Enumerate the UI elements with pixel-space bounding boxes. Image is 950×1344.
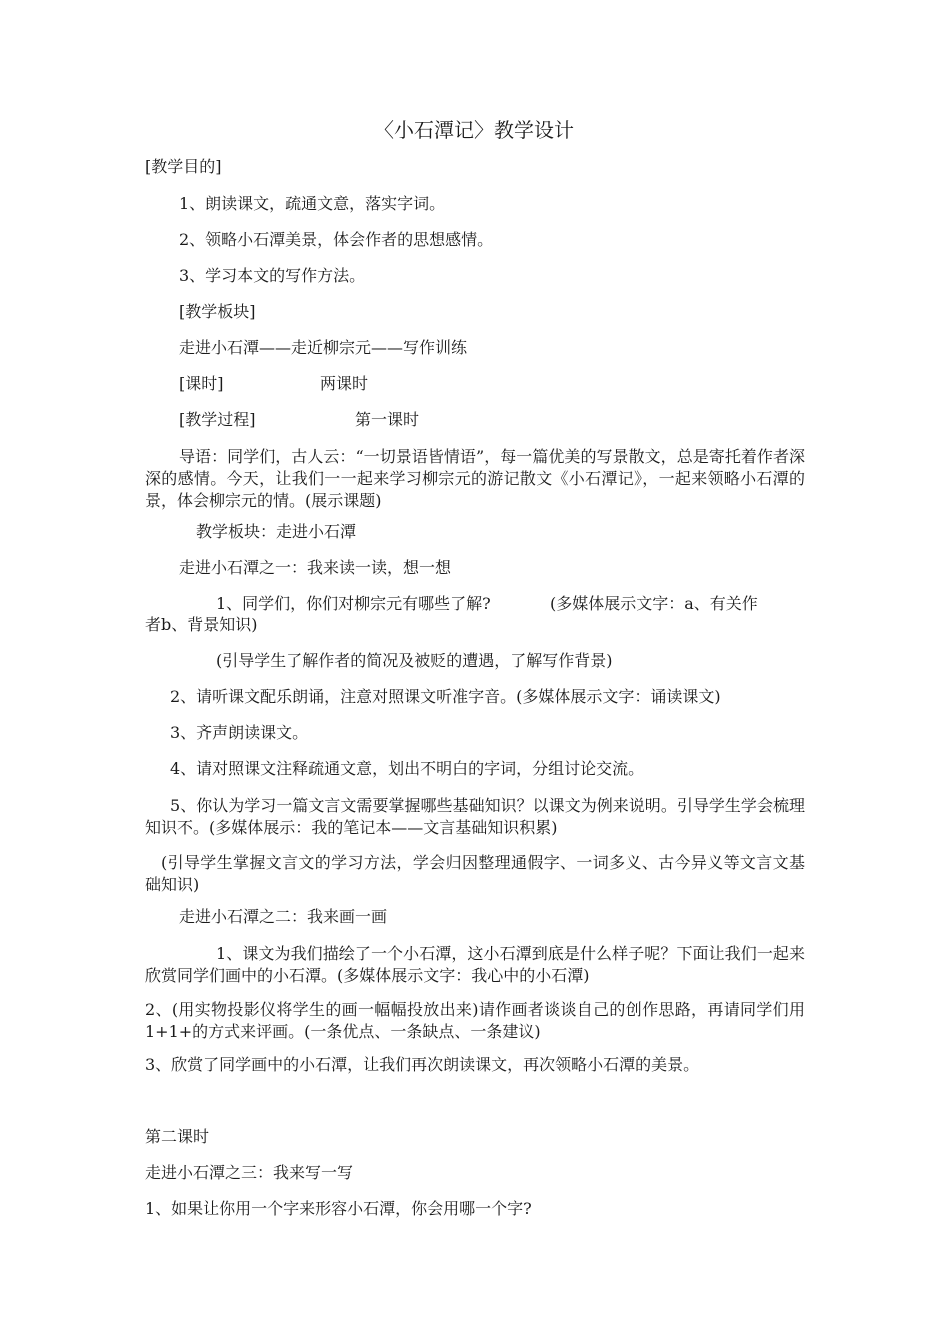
list-item-note: (多媒体展示文字：a、有关作 xyxy=(550,594,758,613)
list-item: 1、同学们，你们对柳宗元有哪些了解? xyxy=(216,594,491,613)
process-value: 第一课时 xyxy=(355,410,420,429)
guide-note: (引导学生掌握文言文的学习方法，学会归因整理通假字、一词多义、古今异义等文言文基础知识) xyxy=(145,853,805,894)
list-item: 1、课文为我们描绘了一个小石潭，这小石潭到底是什么样子呢？下面让我们一起来欣赏同学们画中的小石潭。(多媒体展示文字：我心中的小石潭) xyxy=(145,944,805,985)
lesson-heading: 第二课时 xyxy=(145,1127,210,1146)
intro-paragraph: 导语：同学们，古人云：“一切景语皆情语”，每一篇优美的写景散文，总是寄托着作者深深的感情。今天，让我们一一起来学习柳宗元的游记散文《小石潭记》，一起来领略小石潭的景，体会柳宗元的情。(展示课题) xyxy=(145,447,805,510)
process-label: [教学过程] xyxy=(179,410,256,429)
list-item: 5、你认为学习一篇文言文需要掌握哪些基础知识？以课文为例来说明。引导学生学会梳理知识不。(多媒体展示：我的笔记本——文言基础知识积累) xyxy=(145,796,805,837)
objective-item: 2、领略小石潭美景，体会作者的思想感情。 xyxy=(179,230,494,249)
hours-value: 两课时 xyxy=(320,374,369,393)
blocks-heading: [教学板块] xyxy=(179,302,256,321)
section-heading: 走进小石潭之二：我来画一画 xyxy=(179,907,388,926)
blocks-text: 走进小石潭——走近柳宗元——写作训练 xyxy=(179,338,468,357)
list-item: 1、如果让你用一个字来形容小石潭，你会用哪一个字? xyxy=(145,1199,532,1218)
list-item: 3、欣赏了同学画中的小石潭，让我们再次朗读课文，再次领略小石潭的美景。 xyxy=(145,1055,700,1074)
list-item: 2、请听课文配乐朗诵，注意对照课文听准字音。(多媒体展示文字：诵读课文) xyxy=(170,687,721,706)
objectives-heading: [教学目的] xyxy=(145,157,222,176)
list-item: 2、(用实物投影仪将学生的画一幅幅投放出来)请作画者谈谈自己的创作思路，再请同学们用1+1+的方式来评画。(一条优点、一条缺点、一条建议) xyxy=(145,1000,805,1041)
hours-label: [课时] xyxy=(179,374,224,393)
objective-item: 1、朗读课文，疏通文意，落实字词。 xyxy=(179,194,446,213)
guide-note: (引导学生了解作者的简况及被贬的遭遇，了解写作背景) xyxy=(216,651,613,670)
objective-item: 3、学习本文的写作方法。 xyxy=(179,266,366,285)
list-item: 3、齐声朗读课文。 xyxy=(170,723,309,742)
document-title: 〈小石潭记〉教学设计 xyxy=(374,118,574,142)
list-item: 4、请对照课文注释疏通文意，划出不明白的字词，分组讨论交流。 xyxy=(170,759,645,778)
board-heading: 教学板块：走进小石潭 xyxy=(196,522,357,541)
list-item-note-cont: 者b、背景知识) xyxy=(145,615,258,634)
section-heading: 走进小石潭之三：我来写一写 xyxy=(145,1163,354,1182)
section-heading: 走进小石潭之一：我来读一读，想一想 xyxy=(179,558,452,577)
